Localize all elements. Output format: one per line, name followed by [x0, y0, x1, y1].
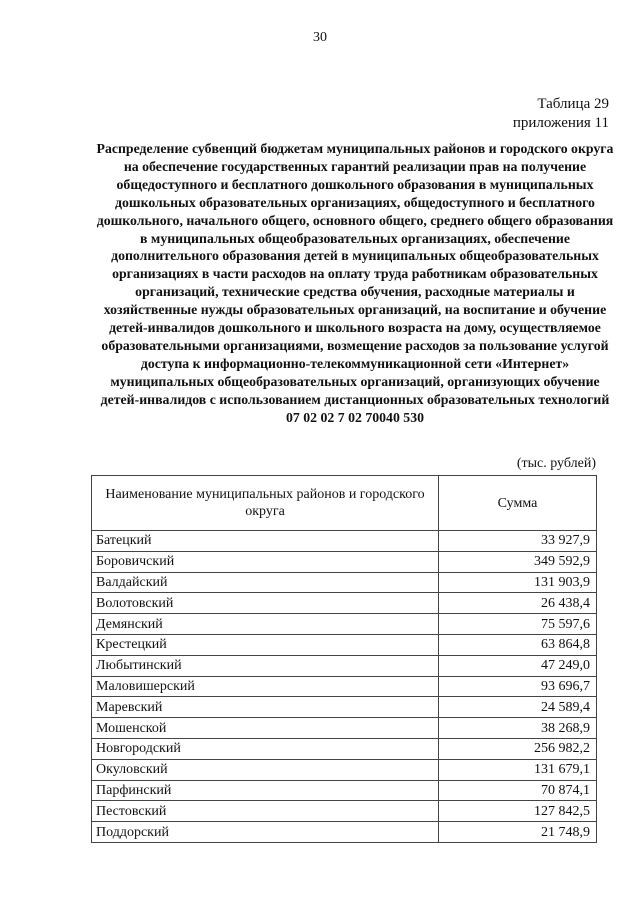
district-name: Демянский [92, 614, 439, 635]
district-sum: 75 597,6 [439, 614, 597, 635]
table-number: Таблица 29 [537, 96, 609, 112]
units-label: (тыс. рублей) [516, 456, 596, 471]
table-reference [513, 95, 609, 133]
page-number: 30 [313, 30, 327, 45]
appendix-reference: приложения 11 [512, 115, 609, 131]
district-sum: 26 438,4 [439, 593, 597, 614]
document-title [92, 140, 618, 427]
district-sum: 24 589,4 [439, 697, 597, 718]
district-name: Волотовский [92, 593, 439, 614]
district-sum: 131 679,1 [439, 759, 597, 780]
district-name: Маревский [92, 697, 439, 718]
district-name: Парфинский [92, 780, 439, 801]
district-sum: 47 249,0 [439, 655, 597, 676]
table-row [92, 655, 597, 676]
district-sum: 63 864,8 [439, 634, 597, 655]
table-row [92, 738, 597, 759]
table-row [92, 718, 597, 739]
table-row [92, 551, 597, 572]
district-sum: 93 696,7 [439, 676, 597, 697]
district-name: Валдайский [92, 572, 439, 593]
district-sum: 38 268,9 [439, 718, 597, 739]
district-name: Пестовский [92, 801, 439, 822]
table-row [92, 780, 597, 801]
district-sum: 70 874,1 [439, 780, 597, 801]
district-name: Любытинский [92, 655, 439, 676]
table-row [92, 531, 597, 552]
district-name: Маловишерский [92, 676, 439, 697]
table-row [92, 801, 597, 822]
district-name: Крестецкий [92, 634, 439, 655]
district-sum: 131 903,9 [439, 572, 597, 593]
table-row [92, 593, 597, 614]
district-sum: 21 748,9 [439, 822, 597, 843]
table-row [92, 822, 597, 843]
district-sum: 256 982,2 [439, 738, 597, 759]
header-sum: Сумма [439, 476, 597, 531]
table-header-row [92, 476, 597, 531]
header-name: Наименование муниципальных районов и городского округа [92, 476, 439, 531]
table-row [92, 634, 597, 655]
district-name: Мошенской [92, 718, 439, 739]
table-row [92, 676, 597, 697]
budget-classification-code: 07 02 02 7 02 70040 530 [286, 409, 424, 425]
district-sum: 349 592,9 [439, 551, 597, 572]
district-sum: 33 927,9 [439, 531, 597, 552]
district-sum: 127 842,5 [439, 801, 597, 822]
district-name: Окуловский [92, 759, 439, 780]
title-text: Распределение субвенций бюджетам муниципальных районов и городского округа на обеспечение государственных гарантий реализации прав на получение общедоступного и бесплатного дошкольного образования в муниципальных дошкольных образовательных организациях, общедоступного и бесплатного дошкольного, начального общего, основного общего, среднего общего образования в муниципальных общеобразовательных организациях, обеспечение дополнительного образования детей в муниципальных общеобразовательных организациях в части расходов на оплату труда работникам образовательных организаций, технические средства обучения, расходные материалы и хозяйственные нужды образовательных организаций, на воспитание и обучение детей-инвалидов дошкольного и школьного возраста на дому, осуществляемое образовательными организациями, возмещение расходов за пользование услугой доступа к информационно-телекоммуникационной сети «Интернет» муниципальных общеобразовательных организаций, организующих обучение детей-инвалидов с использованием дистанционных образовательных технологий [96, 141, 614, 407]
district-name: Новгородский [92, 738, 439, 759]
table-row [92, 759, 597, 780]
district-name: Батецкий [92, 531, 439, 552]
district-name: Боровичский [92, 551, 439, 572]
district-name: Поддорский [92, 822, 439, 843]
table-row [92, 697, 597, 718]
table-row [92, 572, 597, 593]
table-row [92, 614, 597, 635]
distribution-table [91, 475, 597, 843]
